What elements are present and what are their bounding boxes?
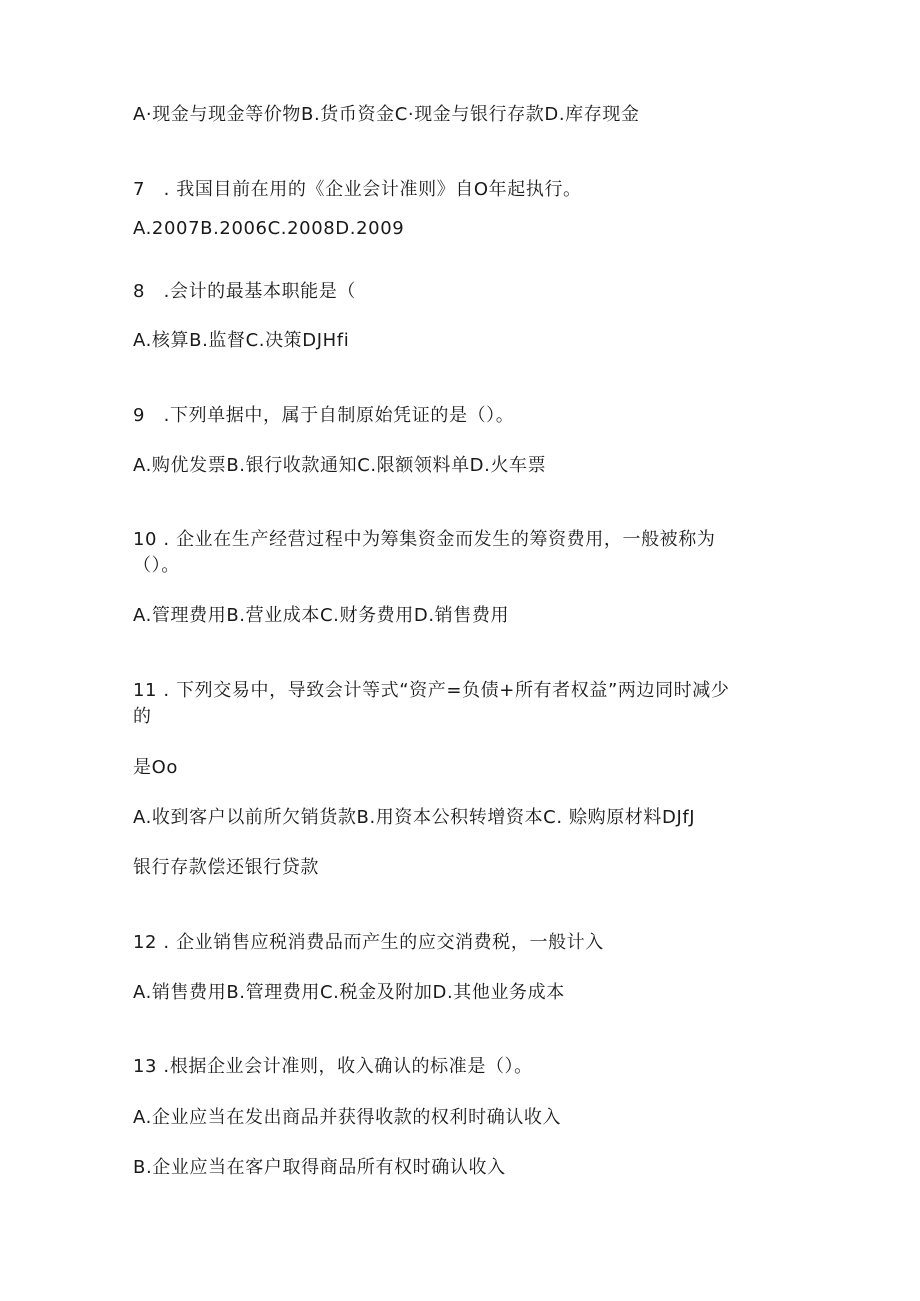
q9-options: A.购优发票B.银行收款通知C.限额领料单D.火车票 bbox=[133, 455, 547, 476]
q6-options: A·现金与现金等价物B.货币资金C·现金与银行存款D.库存现金 bbox=[133, 104, 640, 125]
q8-question: 8 .会计的最基本职能是（ bbox=[133, 281, 356, 302]
q13-question: 13 .根据企业会计准则，收入确认的标准是（）。 bbox=[133, 1056, 533, 1077]
q12-options: A.销售费用B.管理费用C.税金及附加D.其他业务成本 bbox=[133, 982, 565, 1003]
q11-question-end: 是Oo bbox=[133, 757, 178, 778]
q7-options: A.2007B.2006C.2008D.2009 bbox=[133, 218, 405, 239]
q11-options-cont: 银行存款偿还银行贷款 bbox=[133, 857, 319, 878]
q10-options: A.管理费用B.营业成本C.财务费用D.销售费用 bbox=[133, 605, 510, 626]
q13-option-a: A.企业应当在发出商品并获得收款的权利时确认收入 bbox=[133, 1107, 562, 1128]
q10-question: 10 . 企业在生产经营过程中为筹集资金而发生的筹资费用，一般被称为 bbox=[133, 529, 716, 550]
q11-options: A.收到客户以前所欠销货款B.用资本公积转增资本C. 赊购原材料DJfJ bbox=[133, 807, 696, 828]
q8-options: A.核算B.监督C.决策DJHfi bbox=[133, 330, 350, 351]
q11-question-cont: 的 bbox=[133, 706, 152, 727]
q13-option-b: B.企业应当在客户取得商品所有权时确认收入 bbox=[133, 1157, 506, 1178]
q10-question-cont: （）。 bbox=[133, 555, 180, 576]
q9-question: 9 .下列单据中，属于自制原始凭证的是（）。 bbox=[133, 405, 515, 426]
q7-question: 7 . 我国目前在用的《企业会计准则》自O年起执行。 bbox=[133, 179, 582, 200]
q12-question: 12 . 企业销售应税消费品而产生的应交消费税，一般计入 bbox=[133, 932, 604, 953]
q11-question: 11 . 下列交易中，导致会计等式“资产=负债+所有者权益”两边同时减少 bbox=[133, 680, 730, 701]
